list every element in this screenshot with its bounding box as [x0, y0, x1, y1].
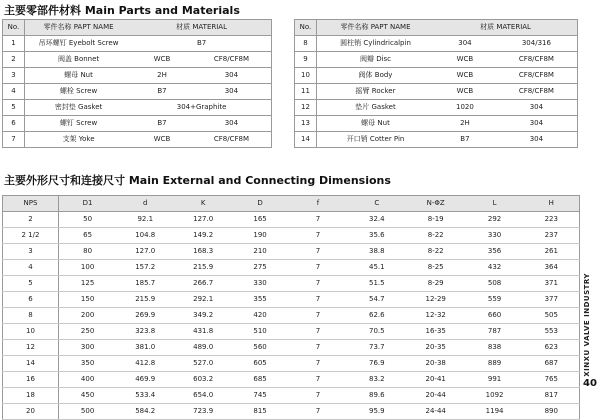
table-cell: 12-29 — [406, 292, 466, 308]
table-cell: 584.2 — [116, 404, 174, 420]
part-material-stainless: 304 — [496, 132, 578, 148]
table-cell: 349.2 — [174, 308, 232, 324]
table-cell: 330 — [232, 276, 288, 292]
table-cell: 95.9 — [348, 404, 406, 420]
table-cell: 7 — [288, 324, 348, 340]
table-cell: 250 — [58, 324, 116, 340]
column-header: K — [174, 196, 232, 212]
nps-cell: 16 — [3, 372, 59, 388]
part-material-carbon: WCB — [434, 84, 496, 100]
table-row — [3, 308, 580, 324]
part-no: 2 — [3, 52, 25, 68]
table-row — [3, 356, 580, 372]
nps-cell: 2 — [3, 212, 59, 228]
table-cell: 38.8 — [348, 244, 406, 260]
column-header: D1 — [58, 196, 116, 212]
table-cell: 237 — [524, 228, 580, 244]
table-cell: 432 — [466, 260, 524, 276]
table-cell: 292 — [466, 212, 524, 228]
part-no: 1 — [3, 36, 25, 52]
table-cell: 51.5 — [348, 276, 406, 292]
table-cell: 12-32 — [406, 308, 466, 324]
table-cell: 7 — [288, 276, 348, 292]
column-header: C — [348, 196, 406, 212]
table-row — [295, 68, 578, 84]
table-cell: 8-22 — [406, 244, 466, 260]
table-cell: 500 — [58, 404, 116, 420]
dimensions-section-title: 主要外形尺寸和连接尺寸 Main External and Connecting Dimensions — [4, 174, 391, 187]
table-cell: 7 — [288, 372, 348, 388]
table-cell: 350 — [58, 356, 116, 372]
table-cell: 7 — [288, 308, 348, 324]
parts-section-title: 主要零部件材料 Main Parts and Materials — [4, 4, 240, 17]
table-cell: 412.8 — [116, 356, 174, 372]
table-cell: 190 — [232, 228, 288, 244]
part-material-stainless: CF8/CF8M — [496, 84, 578, 100]
table-cell: 24-44 — [406, 404, 466, 420]
table-cell: 70.5 — [348, 324, 406, 340]
part-no: 4 — [3, 84, 25, 100]
table-row — [295, 84, 578, 100]
table-cell: 149.2 — [174, 228, 232, 244]
table-cell: 723.9 — [174, 404, 232, 420]
table-cell: 7 — [288, 244, 348, 260]
table-cell: 16-35 — [406, 324, 466, 340]
part-name: 螺母 Nut — [316, 116, 434, 132]
table-cell: 215.9 — [174, 260, 232, 276]
table-cell: 1092 — [466, 388, 524, 404]
table-cell: 745 — [232, 388, 288, 404]
table-cell: 7 — [288, 292, 348, 308]
table-row — [3, 244, 580, 260]
table-cell: 32.4 — [348, 212, 406, 228]
table-cell: 7 — [288, 212, 348, 228]
table-cell: 269.9 — [116, 308, 174, 324]
part-material-stainless: CF8/CF8M — [496, 52, 578, 68]
table-cell: 80 — [58, 244, 116, 260]
table-cell: 168.3 — [174, 244, 232, 260]
part-material-stainless: CF8/CF8M — [192, 52, 272, 68]
table-cell: 125 — [58, 276, 116, 292]
part-no: 8 — [295, 36, 317, 52]
column-header: d — [116, 196, 174, 212]
part-material-carbon: B7 — [434, 132, 496, 148]
table-cell: 687 — [524, 356, 580, 372]
table-cell: 527.0 — [174, 356, 232, 372]
page-number: 40 — [583, 378, 597, 389]
part-material-stainless: 304 — [192, 84, 272, 100]
part-material: 304+Graphite — [132, 100, 271, 116]
part-name: 阀盖 Bonnet — [24, 52, 132, 68]
column-header: N-ΦZ — [406, 196, 466, 212]
table-row — [3, 372, 580, 388]
part-material-stainless: 304 — [192, 68, 272, 84]
nps-cell: 2 1/2 — [3, 228, 59, 244]
table-cell: 420 — [232, 308, 288, 324]
part-material-stainless: 304 — [496, 100, 578, 116]
table-cell: 261 — [524, 244, 580, 260]
table-cell: 355 — [232, 292, 288, 308]
table-cell: 65 — [58, 228, 116, 244]
table-row — [3, 260, 580, 276]
table-cell: 8-29 — [406, 276, 466, 292]
table-cell: 165 — [232, 212, 288, 228]
column-header: D — [232, 196, 288, 212]
table-cell: 210 — [232, 244, 288, 260]
part-name: 密封垫 Gasket — [24, 100, 132, 116]
table-cell: 8-25 — [406, 260, 466, 276]
table-row — [3, 388, 580, 404]
table-row — [3, 52, 272, 68]
table-row — [3, 228, 580, 244]
parts-table-left — [2, 19, 272, 148]
table-cell: 605 — [232, 356, 288, 372]
part-name: 圆柱销 Cylindricalpin — [316, 36, 434, 52]
table-cell: 275 — [232, 260, 288, 276]
table-row — [3, 84, 272, 100]
header-material: 材质 MATERIAL — [434, 20, 577, 36]
part-material-carbon: 304 — [434, 36, 496, 52]
table-row — [295, 116, 578, 132]
table-row — [3, 276, 580, 292]
table-cell: 150 — [58, 292, 116, 308]
table-row — [295, 36, 578, 52]
table-cell: 7 — [288, 356, 348, 372]
part-no: 6 — [3, 116, 25, 132]
part-material: B7 — [132, 36, 271, 52]
part-name: 摇臂 Rocker — [316, 84, 434, 100]
column-header: L — [466, 196, 524, 212]
part-material-carbon: B7 — [132, 84, 192, 100]
table-cell: 469.9 — [116, 372, 174, 388]
part-material-carbon: WCB — [132, 52, 192, 68]
table-cell: 127.0 — [174, 212, 232, 228]
table-row — [3, 100, 272, 116]
part-material-stainless: CF8/CF8M — [496, 68, 578, 84]
table-cell: 223 — [524, 212, 580, 228]
table-cell: 7 — [288, 228, 348, 244]
table-cell: 50 — [58, 212, 116, 228]
part-material-carbon: 2H — [132, 68, 192, 84]
table-cell: 76.9 — [348, 356, 406, 372]
part-material-carbon: WCB — [434, 68, 496, 84]
table-cell: 83.2 — [348, 372, 406, 388]
table-cell: 73.7 — [348, 340, 406, 356]
table-row — [3, 212, 580, 228]
table-cell: 8-19 — [406, 212, 466, 228]
table-cell: 54.7 — [348, 292, 406, 308]
part-no: 7 — [3, 132, 25, 148]
part-material-stainless: 304 — [192, 116, 272, 132]
table-cell: 553 — [524, 324, 580, 340]
table-cell: 185.7 — [116, 276, 174, 292]
table-row — [295, 52, 578, 68]
table-cell: 765 — [524, 372, 580, 388]
part-material-carbon: B7 — [132, 116, 192, 132]
table-cell: 431.8 — [174, 324, 232, 340]
nps-cell: 3 — [3, 244, 59, 260]
part-material-stainless: 304/316 — [496, 36, 578, 52]
table-cell: 7 — [288, 404, 348, 420]
nps-cell: 8 — [3, 308, 59, 324]
table-cell: 560 — [232, 340, 288, 356]
nps-cell: 4 — [3, 260, 59, 276]
table-cell: 991 — [466, 372, 524, 388]
part-name: 阀体 Body — [316, 68, 434, 84]
table-row — [3, 404, 580, 420]
table-cell: 20-38 — [406, 356, 466, 372]
column-header: NPS — [3, 196, 59, 212]
header-part-name: 零件名称 PAPT NAME — [24, 20, 132, 36]
nps-cell: 5 — [3, 276, 59, 292]
table-cell: 838 — [466, 340, 524, 356]
table-cell: 45.1 — [348, 260, 406, 276]
table-cell: 89.6 — [348, 388, 406, 404]
table-row — [3, 340, 580, 356]
nps-cell: 18 — [3, 388, 59, 404]
table-row — [3, 292, 580, 308]
nps-cell: 20 — [3, 404, 59, 420]
table-cell: 685 — [232, 372, 288, 388]
part-no: 5 — [3, 100, 25, 116]
table-cell: 654.0 — [174, 388, 232, 404]
header-no: No. — [3, 20, 25, 36]
part-name: 阀瓣 Disc — [316, 52, 434, 68]
part-no: 14 — [295, 132, 317, 148]
table-cell: 92.1 — [116, 212, 174, 228]
part-name: 开口销 Cotter Pin — [316, 132, 434, 148]
table-cell: 1194 — [466, 404, 524, 420]
table-cell: 371 — [524, 276, 580, 292]
part-name: 吊环螺钉 Eyebolt Screw — [24, 36, 132, 52]
header-material: 材质 MATERIAL — [132, 20, 271, 36]
table-row — [3, 324, 580, 340]
parts-table-right — [294, 19, 578, 148]
table-cell: 7 — [288, 388, 348, 404]
part-no: 13 — [295, 116, 317, 132]
column-header: H — [524, 196, 580, 212]
dimensions-table — [2, 195, 580, 420]
table-cell: 559 — [466, 292, 524, 308]
table-cell: 381.0 — [116, 340, 174, 356]
table-cell: 20-35 — [406, 340, 466, 356]
table-row — [3, 116, 272, 132]
part-material-carbon: WCB — [434, 52, 496, 68]
column-header: f — [288, 196, 348, 212]
table-cell: 890 — [524, 404, 580, 420]
table-cell: 364 — [524, 260, 580, 276]
part-name: 螺母 Nut — [24, 68, 132, 84]
table-cell: 623 — [524, 340, 580, 356]
table-cell: 330 — [466, 228, 524, 244]
table-cell: 292.1 — [174, 292, 232, 308]
table-cell: 7 — [288, 340, 348, 356]
table-cell: 510 — [232, 324, 288, 340]
part-no: 10 — [295, 68, 317, 84]
table-cell: 266.7 — [174, 276, 232, 292]
table-cell: 7 — [288, 260, 348, 276]
table-row — [3, 132, 272, 148]
table-cell: 815 — [232, 404, 288, 420]
part-name: 螺钉 Screw — [24, 116, 132, 132]
table-row — [295, 132, 578, 148]
header-no: No. — [295, 20, 317, 36]
table-cell: 157.2 — [116, 260, 174, 276]
part-no: 9 — [295, 52, 317, 68]
nps-cell: 14 — [3, 356, 59, 372]
part-material-carbon: WCB — [132, 132, 192, 148]
part-material-carbon: 2H — [434, 116, 496, 132]
table-cell: 356 — [466, 244, 524, 260]
brand-label: XINXU VALVE INDUSTRY — [583, 273, 591, 377]
table-cell: 817 — [524, 388, 580, 404]
table-cell: 127.0 — [116, 244, 174, 260]
table-cell: 505 — [524, 308, 580, 324]
part-name: 螺栓 Screw — [24, 84, 132, 100]
table-row — [3, 36, 272, 52]
table-cell: 200 — [58, 308, 116, 324]
part-no: 3 — [3, 68, 25, 84]
nps-cell: 10 — [3, 324, 59, 340]
table-row — [295, 100, 578, 116]
nps-cell: 12 — [3, 340, 59, 356]
table-cell: 377 — [524, 292, 580, 308]
part-material-stainless: 304 — [496, 116, 578, 132]
table-cell: 660 — [466, 308, 524, 324]
table-cell: 100 — [58, 260, 116, 276]
table-cell: 20-41 — [406, 372, 466, 388]
table-cell: 323.8 — [116, 324, 174, 340]
table-cell: 889 — [466, 356, 524, 372]
header-part-name: 零件名称 PAPT NAME — [316, 20, 434, 36]
part-material-stainless: CF8/CF8M — [192, 132, 272, 148]
table-cell: 787 — [466, 324, 524, 340]
table-cell: 104.8 — [116, 228, 174, 244]
table-cell: 35.6 — [348, 228, 406, 244]
nps-cell: 6 — [3, 292, 59, 308]
table-cell: 508 — [466, 276, 524, 292]
table-cell: 400 — [58, 372, 116, 388]
part-no: 12 — [295, 100, 317, 116]
table-cell: 489.0 — [174, 340, 232, 356]
part-no: 11 — [295, 84, 317, 100]
table-cell: 603.2 — [174, 372, 232, 388]
table-cell: 215.9 — [116, 292, 174, 308]
table-cell: 450 — [58, 388, 116, 404]
table-cell: 62.6 — [348, 308, 406, 324]
table-cell: 20-44 — [406, 388, 466, 404]
table-row — [3, 68, 272, 84]
part-material-carbon: 1020 — [434, 100, 496, 116]
table-cell: 533.4 — [116, 388, 174, 404]
table-cell: 300 — [58, 340, 116, 356]
table-cell: 8-22 — [406, 228, 466, 244]
part-name: 垫片 Gasket — [316, 100, 434, 116]
part-name: 支架 Yoke — [24, 132, 132, 148]
